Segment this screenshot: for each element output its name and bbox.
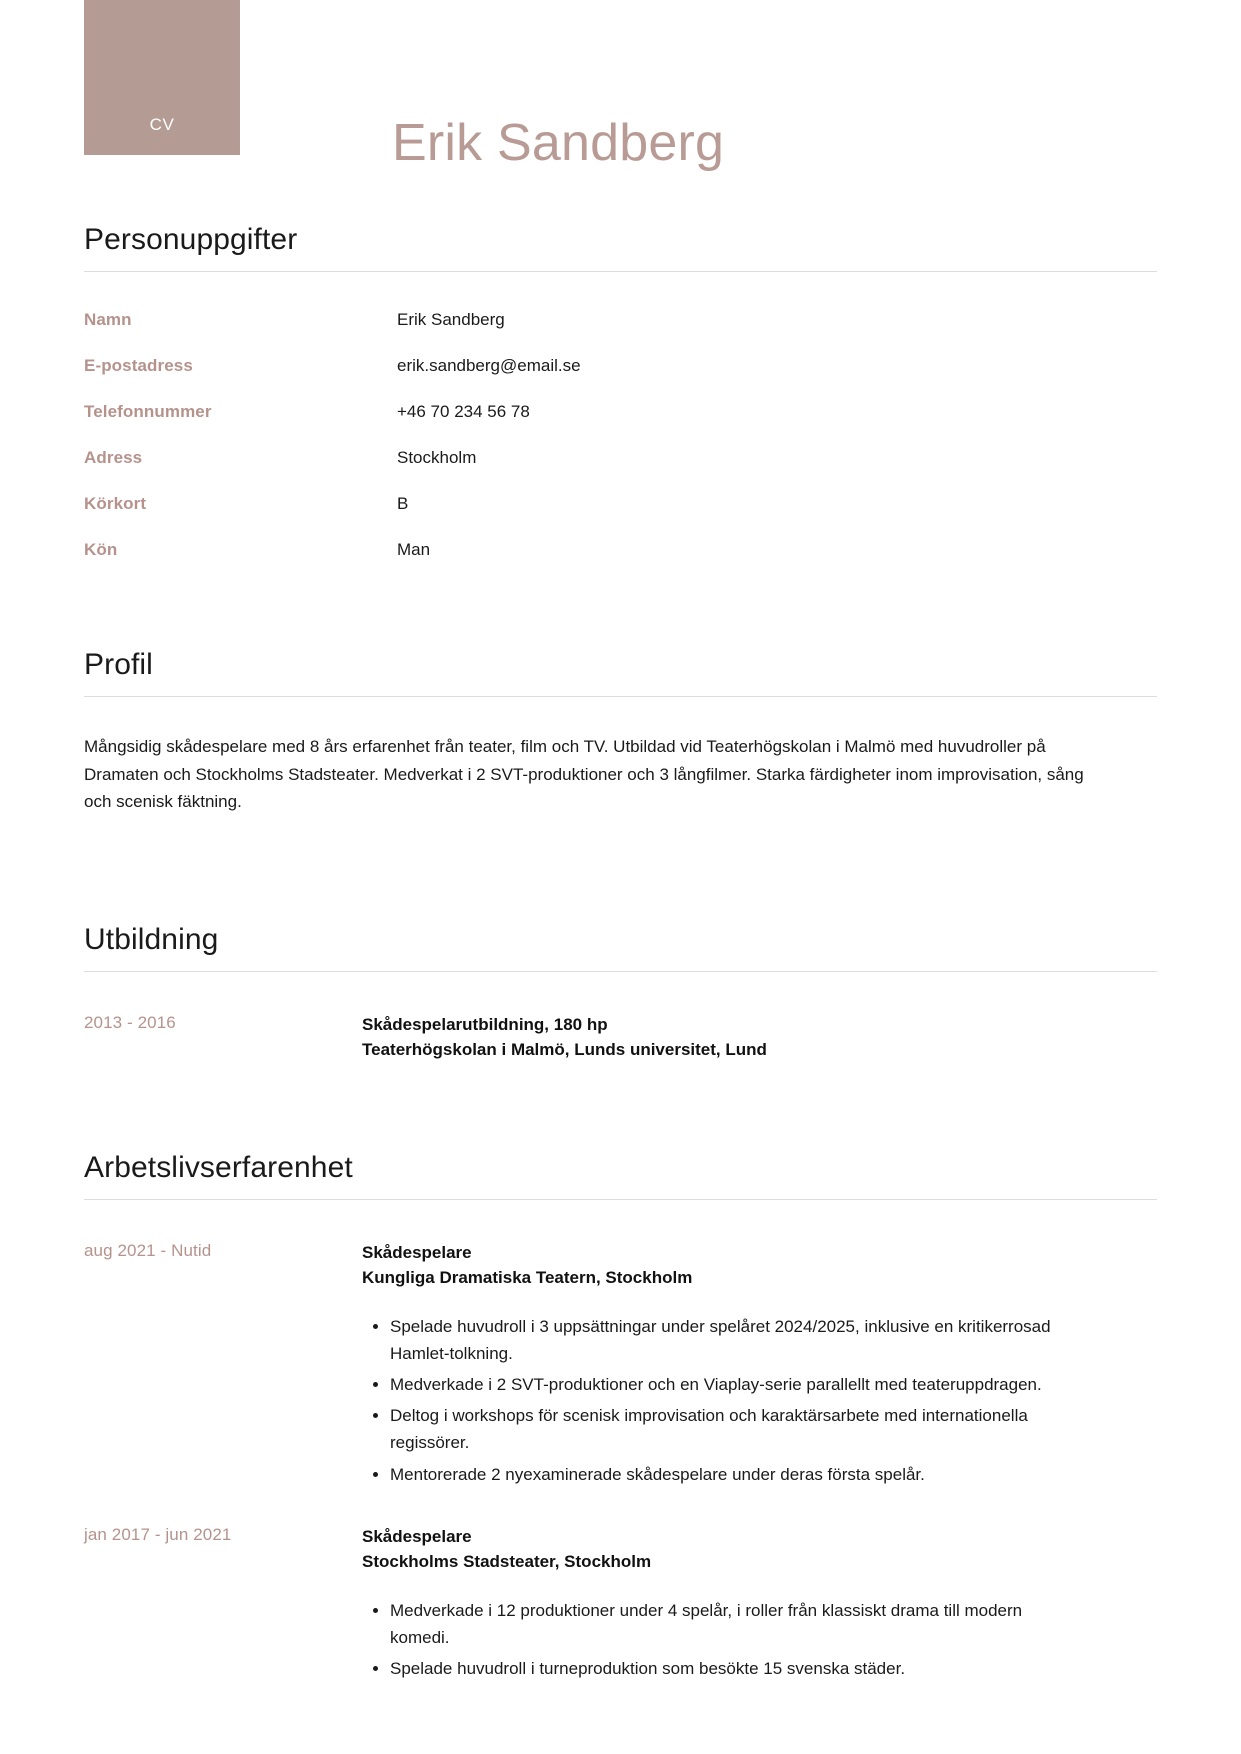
detail-row [84,448,1157,468]
list-item: • Deltog i workshops för scenisk improvisation och karaktärsarbete med internationella regissörer. [390,1402,1080,1456]
section-work-experience [84,1063,1157,1683]
education-entry [84,1012,1157,1063]
entry-bullet-list [362,1313,1080,1488]
detail-row [84,310,1157,330]
detail-value: B [397,494,409,513]
cv-badge-label: CV [149,115,175,134]
entry-subheading: Kungliga Dramatiska Teatern, Stockholm [362,1268,693,1288]
entry-heading: Skådespelare [362,1526,472,1546]
detail-value: Stockholm [397,448,477,467]
detail-label: Körkort [84,494,147,513]
detail-row [84,540,1157,560]
section-profile [84,560,1157,816]
section-title-profile: Profil [84,648,153,681]
entry-body [362,1240,1157,1488]
section-title-work-experience: Arbetslivserfarenhet [84,1150,353,1184]
section-divider [84,971,1157,972]
personal-details-list [84,310,1157,560]
section-education [84,833,1157,1063]
detail-row [84,402,1157,422]
entry-date: aug 2021 - Nutid [84,1240,212,1260]
entry-subheading: Teaterhögskolan i Malmö, Lunds universitet, Lund [362,1040,767,1060]
entry-heading: Skådespelarutbildning, 180 hp [362,1014,608,1034]
list-item: • Spelade huvudroll i 3 uppsättningar under spelåret 2024/2025, inklusive en kritikerrosad Hamlet-tolkning. [390,1313,1080,1367]
detail-label: E-postadress [84,356,193,375]
detail-label: Adress [84,448,143,467]
detail-label: Namn [84,310,132,329]
entry-bullet-list [362,1597,1080,1683]
detail-label: Kön [84,540,118,559]
entry-date: 2013 - 2016 [84,1012,176,1032]
profile-summary-text: Mångsidig skådespelare med 8 års erfarenhet från teater, film och TV. Utbildad vid Teaterhögskolan i Malmö med huvudroller på Dramaten och Stockholms Stadsteater. Medverkat i 2 SVT-produktioner och 3 långfilmer. Starka färdigheter inom improvisation, sång och scenisk fäktning. [84,737,1084,812]
detail-value: Erik Sandberg [397,310,505,329]
list-item: • Spelade huvudroll i turneproduktion som besökte 15 svenska städer. [390,1655,1080,1682]
entry-body [362,1524,1157,1683]
detail-label: Telefonnummer [84,402,212,421]
section-title-education: Utbildning [84,922,219,956]
entry-subheading: Stockholms Stadsteater, Stockholm [362,1552,652,1572]
section-divider [84,696,1157,697]
work-entry [84,1240,1157,1488]
entry-date: jan 2017 - jun 2021 [84,1524,232,1544]
cv-header [0,0,1241,172]
list-item: • Medverkade i 2 SVT-produktioner och en Viaplay-serie parallellt med teateruppdragen. [390,1371,1080,1398]
detail-value: erik.sandberg@email.se [397,356,581,375]
entry-heading: Skådespelare [362,1242,472,1262]
work-entry [84,1524,1157,1683]
list-item: • Mentorerade 2 nyexaminerade skådespelare under deras första spelår. [390,1461,1080,1488]
section-personal-details [84,165,1157,560]
section-divider [84,1199,1157,1200]
entry-body [362,1012,1157,1063]
section-divider [84,271,1157,272]
cv-badge [84,0,240,155]
detail-row [84,356,1157,376]
detail-row [84,494,1157,514]
list-item: • Medverkade i 12 produktioner under 4 spelår, i roller från klassiskt drama till modern komedi. [390,1597,1080,1651]
candidate-name: Erik Sandberg [392,113,725,172]
detail-value: Man [397,540,431,559]
detail-value: +46 70 234 56 78 [397,402,530,421]
section-title-personal-details: Personuppgifter [84,223,298,256]
